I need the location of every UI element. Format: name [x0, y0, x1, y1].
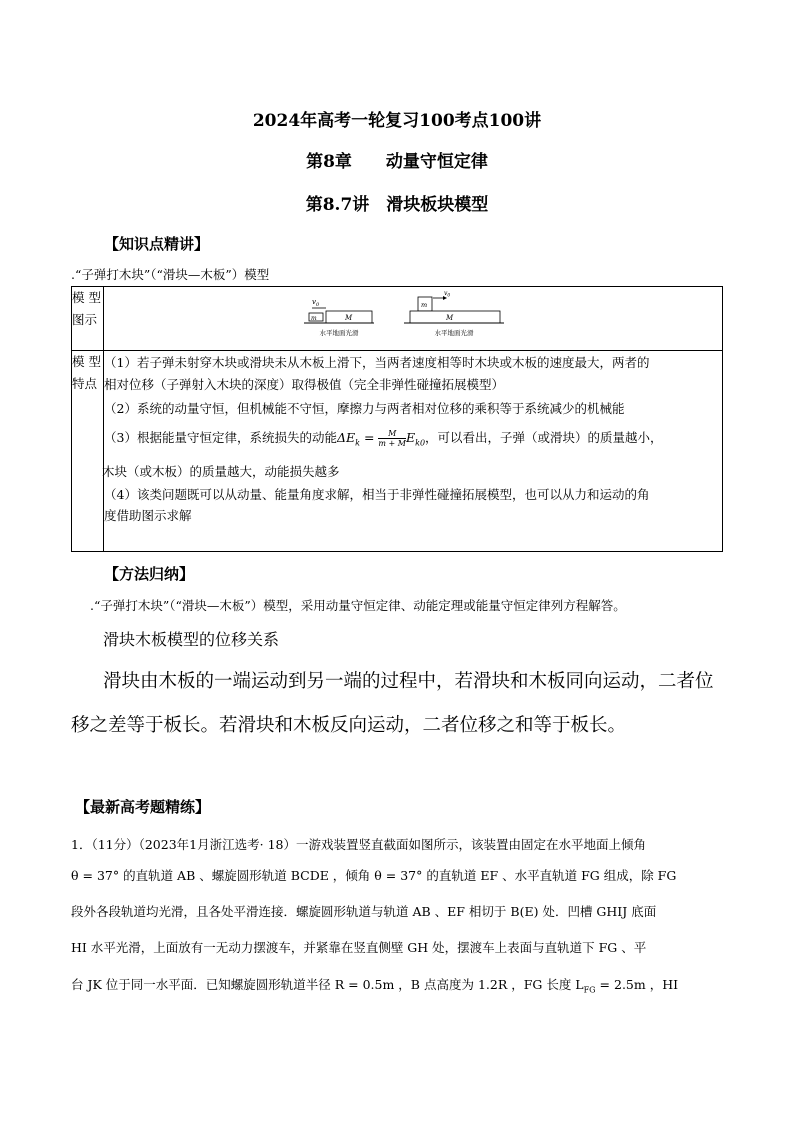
exam-heading: 【最新高考题精练】: [75, 798, 211, 816]
fig1-bullet-label: m: [311, 315, 317, 322]
exam-q1-line5: [71, 975, 678, 995]
table-row-features: [72, 351, 723, 552]
method-para-line1: 滑块由木板的一端运动到另一端的过程中，若滑块和木板同向运动，二者位: [103, 671, 714, 692]
model-diagrams: [104, 287, 722, 347]
exam-q1-line5-end: = 2.5m ，HI: [595, 977, 679, 992]
exam-q1-line3: 段外各段轨道均光滑，且各处平滑连接．螺旋圆形轨道与轨道 AB 、EF 相切于 B(E) 处．凹槽 GHIJ 底面: [71, 904, 657, 919]
feature-4-line1: （4）该类问题既可以从动量、能量角度求解，相当于非弹性碰撞拓展模型，也可以从力和运动的角: [104, 486, 650, 502]
feature-3-text-b: ，可以看出，子弹（或滑块）的质量越小，: [425, 430, 663, 445]
method-para-line2: 移之差等于板长。若滑块和木板反向运动，二者位移之和等于板长。: [71, 715, 627, 736]
chapter-title: [0, 147, 794, 172]
feature-2: （2）系统的动量守恒，但机械能不守恒，摩擦力与两者相对位移的乘积等于系统减少的机械能: [104, 401, 625, 416]
exam-q1-line2: θ = 37° 的直轨道 AB 、螺旋圆形轨道 BCDE ，倾角 θ = 37° 的直轨道 EF 、水平直轨道 FG 组成，除 FG: [71, 868, 677, 883]
fig2-slider-label: m: [421, 301, 428, 309]
figure-bullet-block: [304, 298, 374, 337]
feature-3-line2: 木块（或木板）的质量越大，动能损失越多: [102, 463, 340, 479]
exam-q1-line5-text: 台 JK 位于同一水平面．已知螺旋圆形轨道半径 R = 0.5m ，B 点高度为 1.2R ，FG 长度 L: [71, 977, 584, 992]
chapter-topic: 动量守恒定律: [385, 152, 488, 172]
fig1-ground-label: 水平地面光滑: [319, 329, 359, 337]
chapter-number: 第8章: [306, 152, 352, 172]
lecture-title: 第8.7讲 滑块板块模型: [305, 195, 489, 215]
feature-4-line2: 度借助图示求解: [104, 507, 192, 523]
exam-q1-line4: HI 水平光滑，上面放有一无动力摆渡车，并紧靠在竖直侧壁 GH 处，摆渡车上表面与直轨道下 FG 、平: [71, 940, 647, 955]
features-cell: [104, 351, 723, 552]
method-line1: .“子弹打木块”（“滑块—木板”）模型，采用动量守恒定律、动能定理或能量守恒定律列方程解答。: [90, 598, 626, 613]
main-title: 2024年高考一轮复习100考点100讲: [252, 111, 542, 131]
feature-3-text-a: （3）根据能量守恒定律，系统损失的动能: [104, 430, 337, 445]
fig2-ground-label: 水平地面光滑: [434, 329, 474, 337]
figure-slider-board: [404, 290, 504, 337]
fig2-board-label: M: [446, 314, 454, 322]
label-features-line2: 特点: [72, 376, 98, 391]
feature-3-line1: [104, 423, 722, 459]
exam-q1-line1: 1．（11分）（2023年1月浙江选考· 18）一游戏装置竖直截面如图所示，该装置由固定在水平地面上倾角: [71, 837, 646, 852]
exam-q1-line5-sub: FG: [583, 985, 596, 995]
feature-1-line1: （1）若子弹未射穿木块或滑块未从木板上滑下，当两者速度相等时木块或木板的速度最大，两者的: [104, 355, 650, 370]
fig2-velocity-label: $v_0$: [444, 290, 451, 299]
knowledge-heading: 【知识点精讲】: [104, 235, 210, 253]
label-features-line1: 模 型: [72, 354, 101, 369]
label-cell-figure: [72, 287, 104, 351]
fig1-velocity-label: $v_0$: [312, 298, 320, 308]
energy-loss-formula: $\Delta E_k$ = $\frac{M}{m + M}$ $E_{k0}$: [336, 429, 426, 448]
method-heading: 【方法归纳】: [104, 565, 195, 583]
model-intro: .“子弹打木块”（“滑块—木板”）模型: [71, 267, 270, 282]
fig2-board: [410, 311, 500, 323]
model-table: [71, 286, 723, 552]
label-figure-line1: 模 型: [72, 290, 101, 305]
label-figure-line2: 图示: [72, 312, 98, 327]
fig1-block-label: M: [345, 314, 353, 322]
label-cell-features: [72, 351, 104, 552]
method-subtitle: 滑块木板模型的位移关系: [103, 630, 280, 649]
feature-1-line2: 相对位移（子弹射入木块的深度）取得极值（完全非弹性碰撞拓展模型）: [104, 377, 505, 392]
table-row-figure: [72, 287, 723, 351]
figure-cell: [104, 287, 723, 351]
